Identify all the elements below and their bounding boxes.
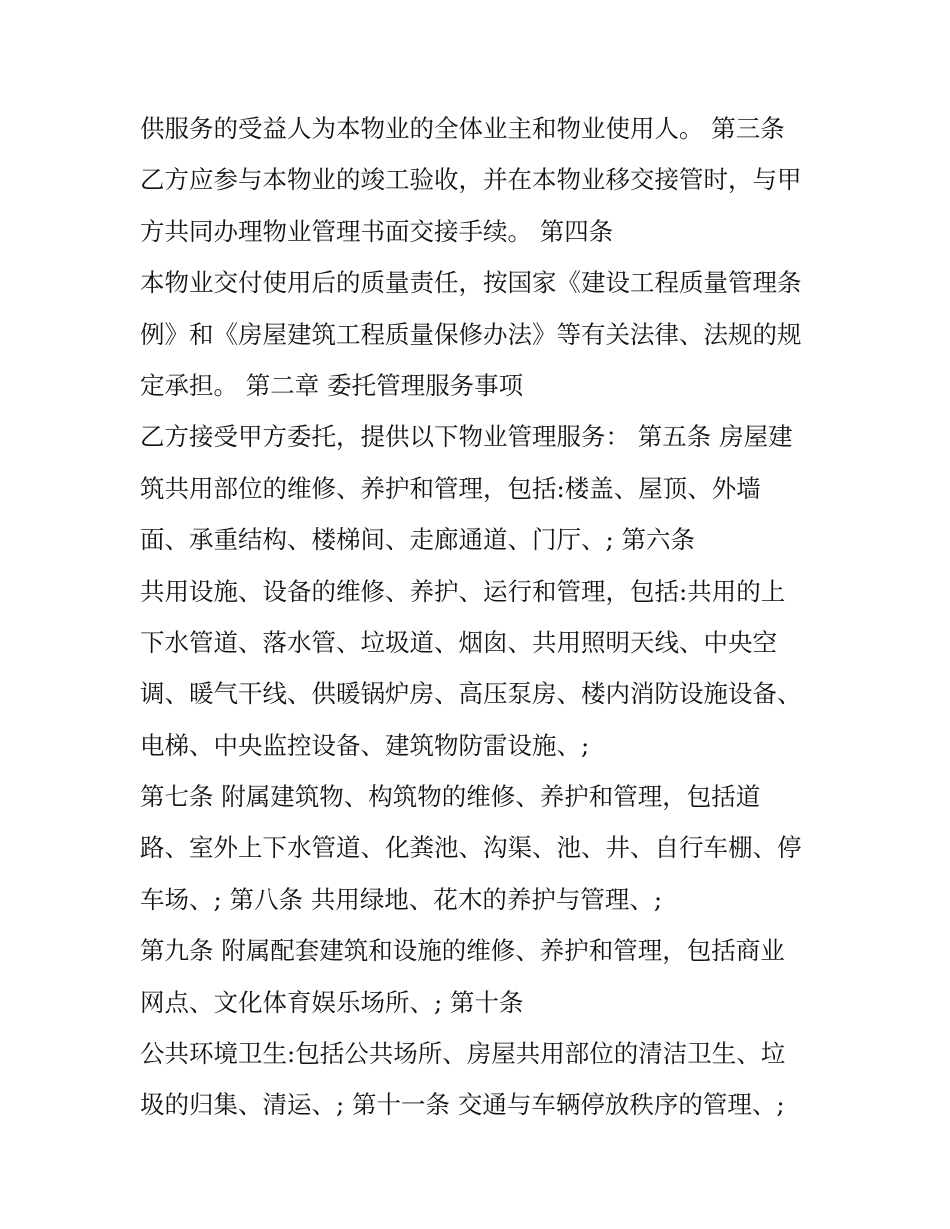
text-line: 下水管道、落水管、垃圾道、烟囱、共用照明天线、中央空	[140, 627, 777, 657]
text-line: 方共同办理物业管理书面交接手续。 第四条	[140, 216, 614, 246]
text-line: 乙方接受甲方委托，提供以下物业管理服务： 第五条 房屋建	[140, 422, 793, 452]
text-line: 乙方应参与本物业的竣工验收，并在本物业移交接管时，与甲	[140, 165, 802, 195]
text-line: 定承担。 第二章 委托管理服务事项	[140, 370, 524, 400]
text-line: 圾的归集、清运、; 第十一条 交通与车辆停放秩序的管理、;	[140, 1090, 785, 1120]
text-line: 公共环境卫生:包括公共场所、房屋共用部位的清洁卫生、垃	[140, 1039, 786, 1069]
text-line: 车场、; 第八条 共用绿地、花木的养护与管理、;	[140, 884, 663, 914]
text-line: 例》和《房屋建筑工程质量保修办法》等有关法律、法规的规	[140, 319, 802, 349]
text-line: 路、室外上下水管道、化粪池、沟渠、池、井、自行车棚、停	[140, 833, 802, 863]
text-line: 调、暖气干线、供暖锅炉房、高压泵房、楼内消防设施设备、	[140, 679, 802, 709]
document-body	[140, 103, 830, 1131]
text-line: 共用设施、设备的维修、养护、运行和管理，包括:共用的上	[140, 576, 786, 606]
text-line: 面、承重结构、楼梯间、走廊通道、门厅、; 第六条	[140, 525, 696, 555]
text-line: 筑共用部位的维修、养护和管理，包括:楼盖、屋顶、外墙	[140, 473, 761, 503]
text-line: 第九条 附属配套建筑和设施的维修、养护和管理，包括商业	[140, 936, 785, 966]
text-line: 本物业交付使用后的质量责任，按国家《建设工程质量管理条	[140, 268, 802, 298]
text-line: 供服务的受益人为本物业的全体业主和物业使用人。 第三条	[140, 114, 785, 143]
text-line: 第七条 附属建筑物、构筑物的维修、养护和管理，包括道	[140, 782, 761, 812]
text-line: 网点、文化体育娱乐场所、; 第十条	[140, 987, 524, 1017]
text-line: 电梯、中央监控设备、建筑物防雷设施、;	[140, 730, 590, 760]
